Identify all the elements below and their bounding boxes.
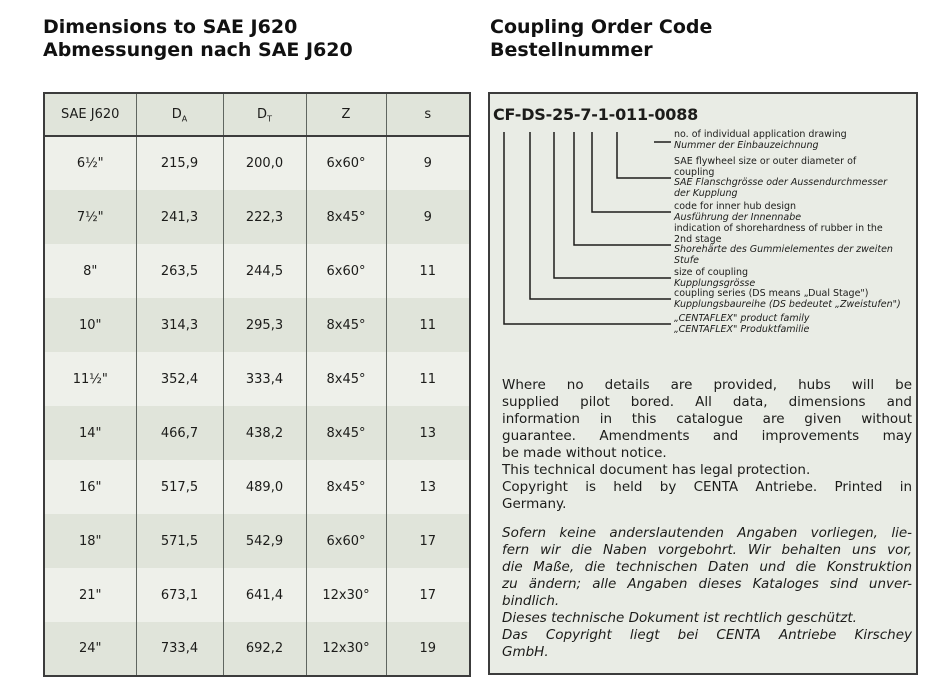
table-cell: 18" <box>78 533 102 549</box>
table-row <box>44 514 470 568</box>
table-cell: 641,4 <box>223 568 306 622</box>
notice-paragraph-de <box>502 525 912 661</box>
table-cell: 571,5 <box>136 514 223 568</box>
table-row <box>44 136 470 190</box>
code-label-de-line: „CENTAFLEX" Produktfamilie <box>674 323 810 335</box>
table-cell: 215,9 <box>136 136 223 190</box>
table-cell: 8x45° <box>306 460 386 514</box>
table-cell: 11 <box>386 244 470 298</box>
notice-line: guarantee. Amendments and improvements may <box>502 428 912 444</box>
sae-dimensions-table <box>43 92 471 677</box>
code-label-group <box>674 268 755 289</box>
table-cell: 241,3 <box>136 190 223 244</box>
column-header: $D_A$ <box>136 93 223 136</box>
table-cell: 263,5 <box>136 244 223 298</box>
table-cell: 6½" <box>76 156 104 171</box>
code-label-en-line: no. of individual application drawing <box>674 129 847 140</box>
table-cell: 314,3 <box>136 298 223 352</box>
code-label-group <box>674 130 847 151</box>
table-row <box>44 460 470 514</box>
notice-line: die Maße, die technischen Daten und die Konstruktion <box>502 559 912 575</box>
table-cell: 295,3 <box>223 298 306 352</box>
column-header: $D_T$ <box>223 93 306 136</box>
code-label-group <box>674 314 810 335</box>
table-cell: 10" <box>78 317 102 333</box>
table-cell: 9 <box>386 136 470 190</box>
code-label-en-line: coupling <box>674 166 715 178</box>
table-row <box>44 190 470 244</box>
notice-line: Dieses technische Dokument ist rechtlich geschützt. <box>502 610 857 626</box>
table-cell: 517,5 <box>136 460 223 514</box>
left-section-title <box>43 16 353 62</box>
table-cell: 333,4 <box>223 352 306 406</box>
code-label-en-line: coupling series (DS means „Dual Stage") <box>674 288 869 299</box>
table-cell: 11 <box>386 298 470 352</box>
table-cell: 6x60° <box>306 136 386 190</box>
notice-line: zu ändern; alle Angaben dieses Kataloges sind unver- <box>502 576 912 592</box>
notice-line: Sofern keine anderslautenden Angaben vorliegen, lie- <box>502 525 912 541</box>
table-cell: 14" <box>78 425 102 441</box>
order-code-labels <box>490 94 916 344</box>
table-cell: 352,4 <box>136 352 223 406</box>
notice-line: be made without notice. <box>502 445 667 461</box>
order-code-text: CF-DS-25-7-1-011-0088 <box>493 105 699 124</box>
notice-line: supplied pilot bored. All data, dimensions and <box>502 394 912 410</box>
table-cell: 13 <box>386 460 470 514</box>
table-cell: 542,9 <box>223 514 306 568</box>
table-cell: 7½" <box>76 209 104 225</box>
code-label-en-line: code for inner hub design <box>674 201 797 212</box>
code-label-group <box>674 157 887 199</box>
left-title-en: Dimensions to SAE J620 <box>43 16 298 38</box>
table-cell: 21" <box>78 587 102 603</box>
right-title-de: Bestellnummer <box>490 39 653 61</box>
table-cell: 17 <box>386 514 470 568</box>
code-label-de-line: Nummer der Einbauzeichnung <box>674 139 819 151</box>
notice-line: fern wir die Naben vorgebohrt. Wir behalten uns vor, <box>502 542 912 558</box>
table-cell: 6x60° <box>306 514 386 568</box>
code-label-en-line: SAE flywheel size or outer diameter of <box>674 156 857 167</box>
table-cell: 17 <box>386 568 470 622</box>
table-cell: 200,0 <box>223 136 306 190</box>
code-label-en-line: indication of shorehardness of rubber in the <box>674 223 883 234</box>
code-label-en-line: „CENTAFLEX" product family <box>674 313 810 324</box>
code-label-de-line: Stufe <box>674 254 699 266</box>
table-row <box>44 352 470 406</box>
table-row <box>44 568 470 622</box>
code-label-de-line: Kupplungsbaureihe (DS bedeutet „Zweistufen") <box>674 298 901 310</box>
table-cell: 466,7 <box>136 406 223 460</box>
notice-line: This technical document has legal protection. <box>502 462 811 478</box>
table-row <box>44 406 470 460</box>
table-cell: 733,4 <box>136 622 223 676</box>
code-label-de-line: SAE Flanschgrösse oder Aussendurchmesser <box>674 177 888 188</box>
table-cell: 8" <box>83 263 98 279</box>
table-row <box>44 244 470 298</box>
table-cell: 13 <box>386 406 470 460</box>
table-header-row <box>44 93 470 136</box>
table-row <box>44 298 470 352</box>
code-label-de-line: Kupplungsgrösse <box>674 277 756 289</box>
column-header: Z <box>306 93 386 136</box>
column-header: SAE J620 <box>44 93 136 136</box>
code-label-de-line: Ausführung der Innennabe <box>674 211 802 223</box>
table-cell: 19 <box>386 622 470 676</box>
left-title-de: Abmessungen nach SAE J620 <box>43 39 353 61</box>
notice-line: Germany. <box>502 496 567 512</box>
table-cell: 8x45° <box>306 190 386 244</box>
table-cell: 11 <box>386 352 470 406</box>
table-body <box>44 136 470 676</box>
notice-line: bindlich. <box>502 593 560 609</box>
table-cell: 9 <box>386 190 470 244</box>
table-cell: 6x60° <box>306 244 386 298</box>
code-label-group <box>674 202 801 223</box>
table-cell: 8x45° <box>306 298 386 352</box>
code-label-group <box>674 224 893 266</box>
column-header: s <box>386 93 470 136</box>
code-label-group <box>674 289 901 310</box>
code-label-de-line: Shorehärte des Gummielementes der zweiten <box>674 244 893 255</box>
code-label-en-line: size of coupling <box>674 267 749 278</box>
table-cell: 24" <box>78 641 102 656</box>
table-cell: 244,5 <box>223 244 306 298</box>
table-cell: 673,1 <box>136 568 223 622</box>
right-title-en: Coupling Order Code <box>490 16 713 38</box>
table-cell: 8x45° <box>306 352 386 406</box>
table-row <box>44 622 470 676</box>
table-cell: 222,3 <box>223 190 306 244</box>
table-cell: 489,0 <box>223 460 306 514</box>
notice-line: GmbH. <box>502 644 549 660</box>
table-cell: 8x45° <box>306 406 386 460</box>
right-section-title <box>490 16 712 62</box>
notice-paragraph-en <box>502 377 912 513</box>
notice-line: information in this catalogue are given without <box>502 411 912 427</box>
table-cell: 11½" <box>72 371 108 387</box>
table-cell: 12x30° <box>306 568 386 622</box>
table-cell: 438,2 <box>223 406 306 460</box>
code-label-de-line: der Kupplung <box>674 187 738 199</box>
table-cell: 12x30° <box>306 622 386 676</box>
notice-line: Copyright is held by CENTA Antriebe. Printed in <box>502 479 912 495</box>
table-cell: 16" <box>78 479 102 495</box>
code-label-en-line: 2nd stage <box>674 233 722 245</box>
order-code-box <box>488 92 918 675</box>
table-cell: 692,2 <box>223 622 306 676</box>
notice-line: Das Copyright liegt bei CENTA Antriebe Kirschey <box>502 627 912 643</box>
notice-line: Where no details are provided, hubs will be <box>502 377 912 393</box>
